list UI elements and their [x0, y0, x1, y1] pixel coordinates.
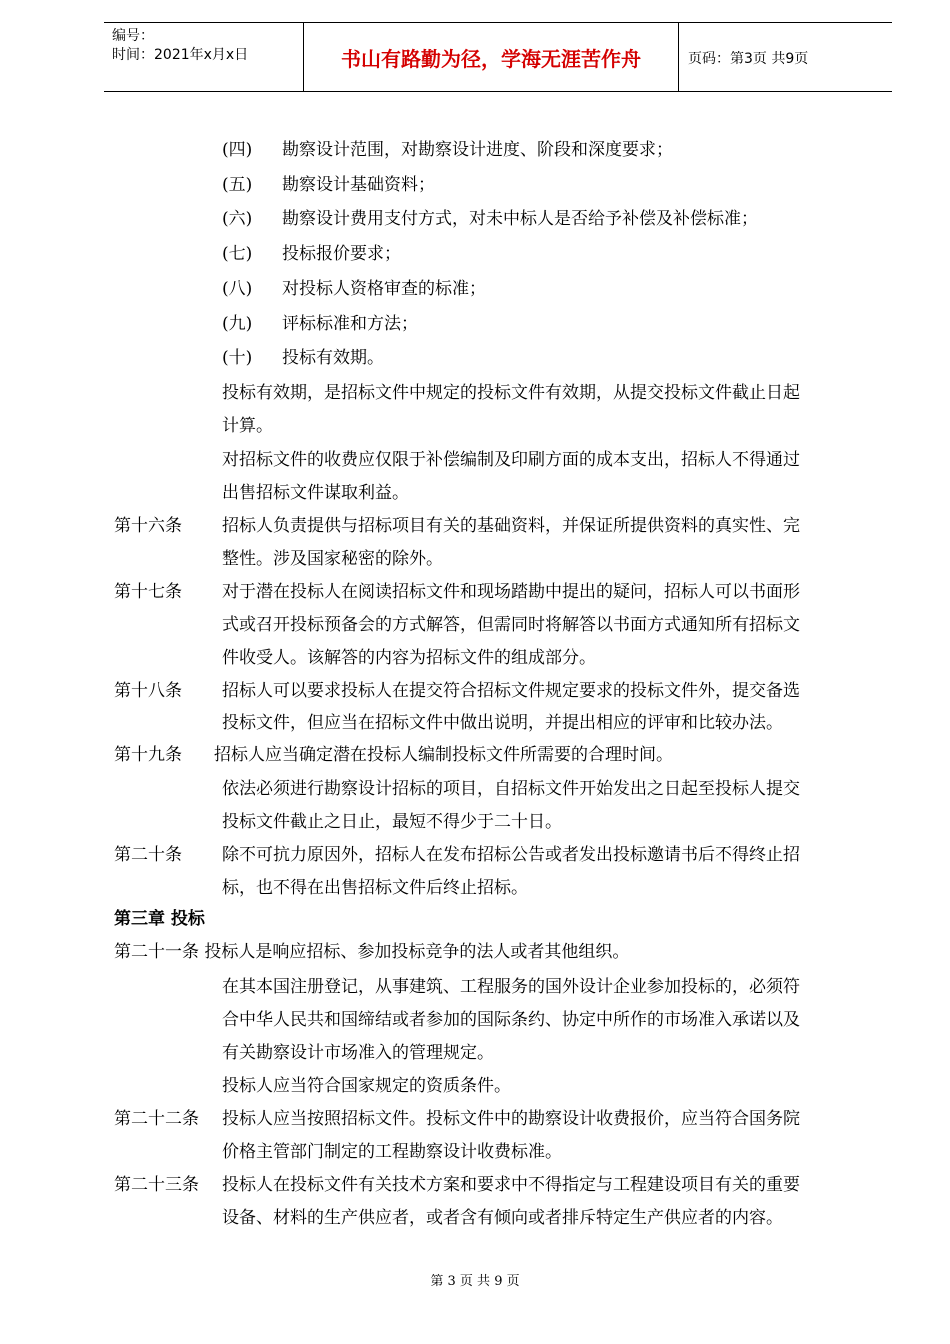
article-line: 标，也不得在出售招标文件后终止招标。 [222, 878, 528, 898]
article-line: 除不可抗力原因外，招标人在发布招标公告或者发出投标邀请书后不得终止招 [222, 845, 800, 865]
list-item-text: 对投标人资格审查的标准； [282, 279, 486, 299]
header-page-label: 页码：第3页 共9页 [688, 51, 809, 67]
article-line: 第二十一条 投标人是响应招标、参加投标竞争的法人或者其他组织。 [114, 942, 630, 962]
article-line: 件收受人。该解答的内容为招标文件的组成部分。 [222, 648, 596, 668]
list-item-number: (九) [222, 314, 253, 334]
article-line: 投标文件截止之日止，最短不得少于二十日。 [222, 812, 562, 832]
article-line: 投标人应当按照招标文件。投标文件中的勘察设计收费报价，应当符合国务院 [222, 1109, 800, 1129]
article-line: 招标人应当确定潜在投标人编制投标文件所需要的合理时间。 [214, 745, 673, 765]
page-footer: 第 3 页 共 9 页 [430, 1274, 520, 1289]
article-label: 第二十条 [114, 845, 182, 865]
article-line: 投标人在投标文件有关技术方案和要求中不得指定与工程建设项目有关的重要 [222, 1175, 800, 1195]
list-item-text: 投标有效期。 [282, 348, 384, 368]
list-item-text: 勘察设计费用支付方式，对未中标人是否给予补偿及补偿标准； [282, 209, 758, 229]
article-line: 依法必须进行勘察设计招标的项目，自招标文件开始发出之日起至投标人提交 [222, 779, 800, 799]
list-item-text: 勘察设计基础资料； [282, 175, 435, 195]
article-line: 式或召开投标预备会的方式解答，但需同时将解答以书面方式通知所有招标文 [222, 615, 800, 635]
article-label: 第二十二条 [114, 1109, 199, 1129]
article-line: 招标人可以要求投标人在提交符合招标文件规定要求的投标文件外，提交备选 [222, 681, 800, 701]
header-motto: 书山有路勤为径，学海无涯苦作舟 [341, 47, 641, 71]
list-item-number: (五) [222, 175, 253, 195]
article-line: 招标人负责提供与招标项目有关的基础资料，并保证所提供资料的真实性、完 [222, 516, 800, 536]
article-line: 设备、材料的生产供应者，或者含有倾向或者排斥特定生产供应者的内容。 [222, 1208, 783, 1228]
article-label: 第十七条 [114, 582, 182, 602]
article-line: 整性。涉及国家秘密的除外。 [222, 549, 443, 569]
list-item-number: (八) [222, 279, 253, 299]
paragraph-line: 计算。 [222, 416, 273, 436]
chapter-heading: 第三章 投标 [114, 909, 205, 929]
list-item-text: 勘察设计范围，对勘察设计进度、阶段和深度要求； [282, 140, 673, 160]
list-item-number: (十) [222, 348, 253, 368]
article-line: 合中华人民共和国缔结或者参加的国际条约、协定中所作的市场准入承诺以及 [222, 1010, 800, 1030]
article-label: 第十九条 [114, 745, 182, 765]
paragraph-line: 出售招标文件谋取利益。 [222, 483, 409, 503]
article-line: 对于潜在投标人在阅读招标文件和现场踏勘中提出的疑问，招标人可以书面形 [222, 582, 800, 602]
list-item-number: (六) [222, 209, 253, 229]
list-item-number: (四) [222, 140, 253, 160]
paragraph-line: 投标有效期，是招标文件中规定的投标文件有效期，从提交投标文件截止日起 [222, 383, 800, 403]
article-label: 第十六条 [114, 516, 182, 536]
article-line: 投标文件，但应当在招标文件中做出说明，并提出相应的评审和比较办法。 [222, 713, 783, 733]
article-line: 价格主管部门制定的工程勘察设计收费标准。 [222, 1142, 562, 1162]
article-line: 投标人应当符合国家规定的资质条件。 [222, 1076, 511, 1096]
document-number-label: 编号： [112, 28, 154, 44]
paragraph-line: 对招标文件的收费应仅限于补偿编制及印刷方面的成本支出，招标人不得通过 [222, 450, 800, 470]
article-label: 第十八条 [114, 681, 182, 701]
list-item-text: 评标标准和方法； [282, 314, 418, 334]
list-item-text: 投标报价要求； [282, 244, 401, 264]
article-line: 在其本国注册登记，从事建筑、工程服务的国外设计企业参加投标的，必须符 [222, 977, 800, 997]
list-item-number: (七) [222, 244, 253, 264]
article-label: 第二十三条 [114, 1175, 199, 1195]
article-line: 有关勘察设计市场准入的管理规定。 [222, 1043, 494, 1063]
document-time-label: 时间：2021年x月x日 [112, 47, 249, 63]
